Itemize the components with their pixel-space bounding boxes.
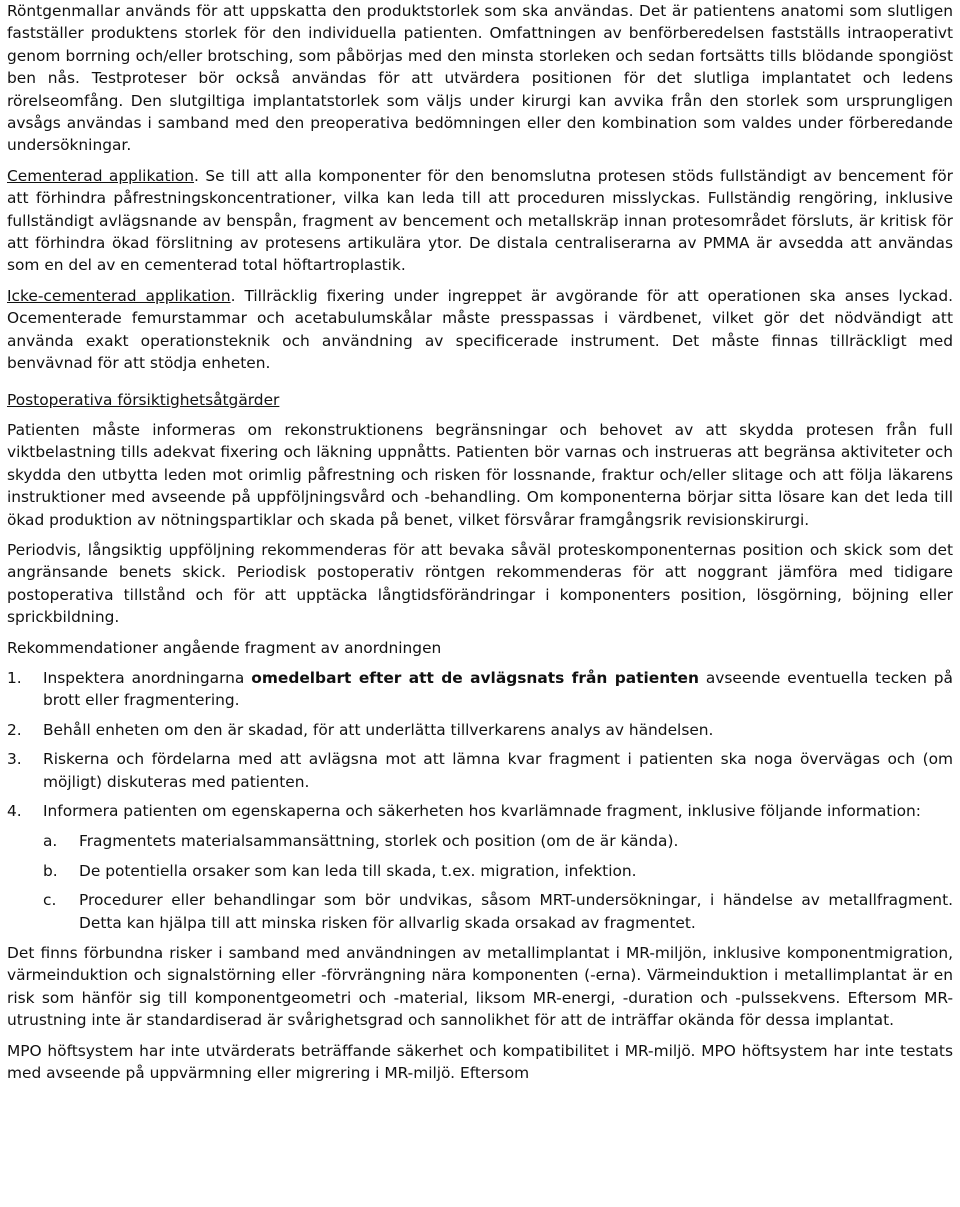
list-item: 1. Inspektera anordningarna omedelbart efter att de avlägsnats från patienten avseende eventuella tecken på brott eller fragmentering. xyxy=(7,668,953,710)
mpo-paragraph: MPO höftsystem har inte utvärderats beträffande säkerhet och kompatibilitet i MR-miljö. MPO höftsystem har inte testats med avseende på uppvärmning eller migrering i MR-miljö. Eftersom xyxy=(7,1041,953,1083)
sub-list xyxy=(43,830,953,934)
list-item: 3. Riskerna och fördelarna med att avlägsna mot att lämna kvar fragment i patienten ska noga övervägas och (om möjligt) diskuteras med patienten. xyxy=(7,750,953,791)
sub-list-item: b. De potentiella orsaker som kan leda till skada, t.ex. migration, infektion. xyxy=(43,860,953,882)
recommendations-title: Rekommendationer angående fragment av anordningen xyxy=(7,638,442,657)
sub-list-item: c. Procedurer eller behandlingar som bör undvikas, såsom MRT-undersökningar, i händelse av metallfragment. Detta kan hjälpa till att minska risken för allvarlig skada orsakad av fragmentet. xyxy=(43,891,953,932)
sub-list-letter: a. xyxy=(43,832,58,851)
list-number: 1. xyxy=(7,668,22,687)
list-number: 3. xyxy=(7,750,22,769)
postop-paragraph-2: Periodvis, långsiktig uppföljning rekommenderas för att bevaka såväl proteskomponenternas position och skick som det angränsande benets skick. Periodisk postoperativ röntgen rekommenderas för att noggrant jämföra med tidigare postoperativa tillstånd och för att upptäcka långtidsförändringar i komponenters position, lösgörning, böjning eller sprickbildning. xyxy=(7,540,953,627)
sub-list-item: a. Fragmentets materialsammansättning, storlek och position (om de är kända). xyxy=(43,830,953,852)
uncemented-title: Icke-cementerad applikation xyxy=(7,286,231,305)
sub-list-letter: b. xyxy=(43,861,58,880)
postop-heading: Postoperativa försiktighetsåtgärder xyxy=(7,390,280,409)
mr-risk-paragraph: Det finns förbundna risker i samband med användningen av metallimplantat i MR-miljön, inklusive komponentmigration, värmeinduktion och signalstörning eller -förvrängning nära komponenten (-erna). Värmeinduktion i metallimplantat är en risk som hänför sig till komponentgeometri och -material, liksom MR-energi, -duration och -pulssekvens. Eftersom MR-utrustning inte är standardiserad är svårighetsgrad och sannolikhet för att de inträffar okända för dessa implantat. xyxy=(7,944,953,1030)
list-item: 2. Behåll enheten om den är skadad, för att underlätta tillverkarens analys av händelsen. xyxy=(7,719,953,741)
uncemented-section xyxy=(7,285,953,375)
intro-paragraph: Röntgenmallar används för att uppskatta den produktstorlek som ska användas. Det är patientens anatomi som slutligen fastställer produktens storlek för den individuella patienten. Omfattningen av benförberedelsen fastställs intraoperativt genom borrning och/eller brotsching, som påbörjas med den minsta storleken och sedan fortsätts tills blödande spongiöst ben nås. Testproteser bör också användas för att utvärdera positionen för det slutliga implantatet och ledens rörelseomfång. Den slutgiltiga implantatstorlek som väljs under kirurgi kan avvika från den storlek som ursprungligen avsågs användas i samband med den preoperativa bedömningen eller den kombination som valdes under förberedande undersökningar. xyxy=(7,2,953,155)
cemented-text: . Se till att alla komponenter för den benomslutna protesen stöds fullständigt av bencement för att förhindra påfrestningskoncentrationer, vilka kan leda till att proceduren misslyckas. Fullständig rengöring, inklusive fullständigt avlägsnande av benspån, fragment av bencement och metallskräp innan protesområdet försluts, är kritisk för att förhindra ökad förslitning av protesens artikulära ytor. De distala centraliserarna av PMMA är avsedda att användas som en del av en cementerad total höftartroplastik. xyxy=(7,166,953,275)
cemented-title: Cementerad applikation xyxy=(7,166,195,185)
cemented-section xyxy=(7,165,953,277)
recommendations-list xyxy=(7,667,953,934)
list-number: 4. xyxy=(7,802,22,820)
sub-list-letter: c. xyxy=(43,891,57,910)
uncemented-text: . Tillräcklig fixering under ingreppet är avgörande för att operationen ska anses lyckad. Ocementerade femurstammar och acetabulumskålar måste presspassas i värdbenet, vilket gör det nödvändigt att använda exakt operationsteknik och användning av specificerade instrument. Det måste finnas tillräckligt med benvävnad för att stödja enheten. xyxy=(7,286,953,373)
emphasis-text: omedelbart efter att de avlägsnats från patienten xyxy=(251,668,699,687)
postop-paragraph-1: Patienten måste informeras om rekonstruktionens begränsningar och behovet av att skydda protesen från full viktbelastning tills adekvat fixering och läkning uppnåtts. Patienten bör varnas och instrueras att begränsa aktiviteter och skydda den utbytta leden mot orimlig påfrestning och risken för lossnande, fraktur och/eller slitage och att följa läkarens instruktioner med avseende på uppföljningsvård och -behandling. Om komponenterna börjar sitta lösare kan det leda till ökad produktion av nötningspartiklar och skada på benet, vilket försvårar framgångsrik revisionskirurgi. xyxy=(7,420,953,529)
list-item: 4. Informera patienten om egenskaperna och säkerheten hos kvarlämnade fragment, inklusive följande information: a. Fragmentets materialsammansättning, storlek och position (om de är kända). b. De potentiella orsaker som kan leda till skada, t.ex. migration, infektion. c. Procedurer eller behandlingar som bör undvikas, såsom MRT-undersökningar, i händelse av metallfragment. Detta kan hjälpa till att minska risken för allvarlig skada orsakad av fragmentet. xyxy=(7,800,953,934)
list-number: 2. xyxy=(7,720,22,739)
